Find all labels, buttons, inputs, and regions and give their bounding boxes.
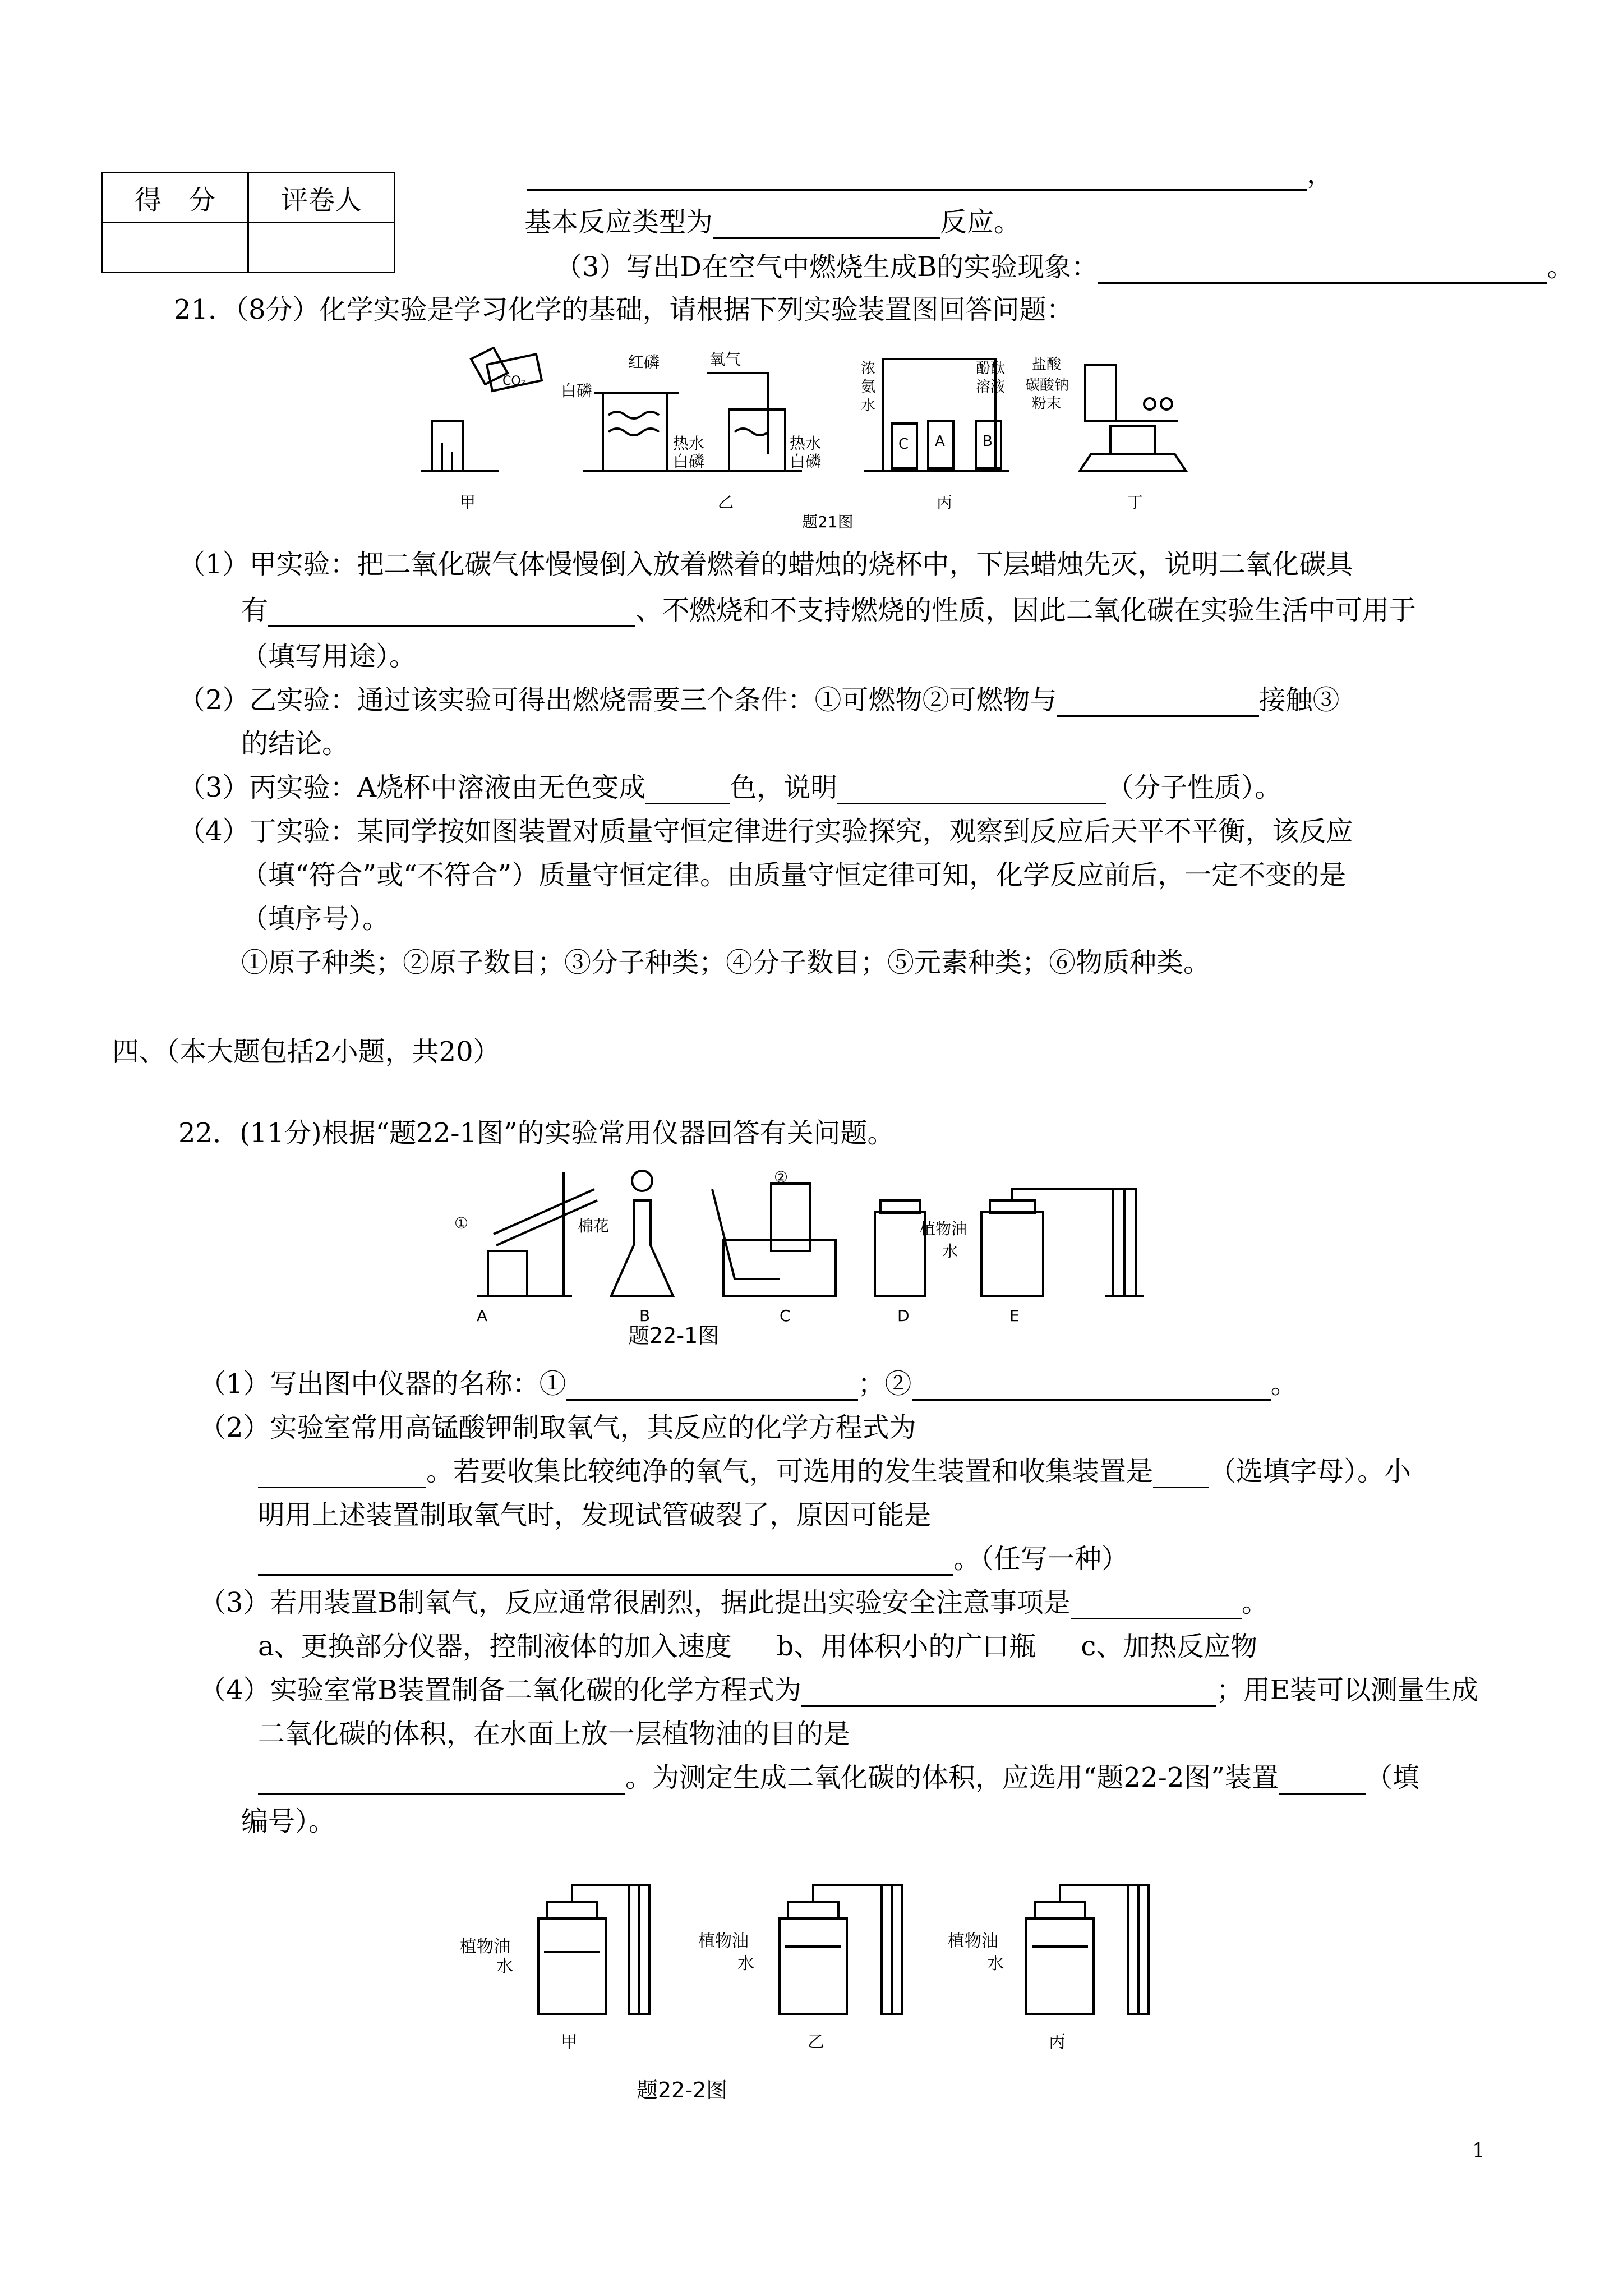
q3-text: （3）写出D在空气中燃烧生成B的实验现象： (555, 251, 1099, 283)
q21-p2-b: 的结论。 (241, 728, 349, 760)
q22-figure-1-caption: 题22-1图 (628, 1323, 720, 1348)
q22-p3-a-end: 。 (1241, 1587, 1269, 1618)
q21-p2-a-pre: （2）乙实验：通过该实验可得出燃烧需要三个条件：①可燃物②可燃物与 (178, 684, 1057, 716)
q22-p1-blank-1[interactable] (566, 1374, 858, 1401)
q21-p3 (178, 771, 1281, 804)
label-white-p-top: 白磷 (561, 381, 593, 400)
grader-cell (248, 223, 395, 273)
top-answer-line (527, 157, 1334, 191)
comma-text: ， (1307, 158, 1334, 190)
label-ding: 丁 (1127, 493, 1144, 512)
q22-title: 22．(11分)根据“题22-1图”的实验常用仪器回答有关问题。 (178, 1117, 895, 1149)
label-red-p: 红磷 (628, 353, 660, 371)
q22-figure-1 (443, 1167, 1183, 1358)
score-cell (102, 223, 248, 273)
q22-p3-a-pre: （3）若用装置B制氧气，反应通常很剧烈，据此提出实验安全注意事项是 (199, 1587, 1071, 1618)
q3-end: 。 (1547, 251, 1574, 283)
label-hot-water-1: 热水 (673, 434, 705, 453)
q22-p4-a-pre: （4）实验室常B装置制备二氧化碳的化学方程式为 (199, 1674, 801, 1706)
apparatus-c (712, 1184, 836, 1296)
q22-p2-a: （2）实验室常用高锰酸钾制取氧气，其反应的化学方程式为 (199, 1412, 916, 1443)
q22-figure-2 (449, 1868, 1178, 2059)
apparatus-ding (1080, 365, 1186, 471)
q22-option-c[interactable]: c、加热反应物 (1081, 1631, 1258, 1662)
q22-p4-c-post: 。为测定生成二氧化碳的体积，应选用“题22-2图”装置 (625, 1762, 1279, 1793)
label-yi: 乙 (718, 493, 734, 512)
q3-line (555, 250, 1574, 284)
label-2-bing: 丙 (1049, 2032, 1066, 2052)
q21-p2-a-post: 接触③ (1258, 684, 1340, 716)
q22-option-b[interactable]: b、用体积小的广口瓶 (776, 1631, 1036, 1662)
q22-p3-a (199, 1586, 1269, 1619)
apparatus-2-bing (1026, 1885, 1149, 2014)
q21-p1-b-pre: 有 (241, 595, 269, 626)
q21-p1-b-post: 、不燃烧和不支持燃烧的性质，因此二氧化碳在实验生活中可用于 (635, 595, 1417, 626)
q21-p2-a (178, 683, 1340, 717)
score-table (101, 172, 395, 273)
label-water-2: 水 (737, 1954, 754, 1973)
q22-p2-blank-1[interactable] (258, 1462, 426, 1488)
reaction-type-suffix: 反应。 (940, 206, 1021, 238)
q21-figure (415, 342, 1200, 533)
apparatus-2-jia (538, 1885, 649, 2014)
q22-p3-blank[interactable] (1071, 1593, 1242, 1619)
label-water-3: 水 (987, 1954, 1004, 1973)
q21-p1-b (241, 593, 1416, 627)
q21-p4-c: （填序号）。 (241, 903, 390, 935)
q22-p1-blank-2[interactable] (912, 1374, 1271, 1401)
q21-p3-blank-1[interactable] (645, 778, 730, 804)
q21-p1-a: （1）甲实验：把二氧化碳气体慢慢倒入放着燃着的蜡烛的烧杯中，下层蜡烛先灭，说明二氧化碳具 (178, 549, 1353, 580)
q22-p4-b: 二氧化碳的体积，在水面上放一层植物油的目的是 (258, 1718, 851, 1750)
q21-p3-blank-2[interactable] (837, 778, 1106, 804)
q22-p2-c: 明用上述装置制取氧气时，发现试管破裂了，原因可能是 (258, 1499, 932, 1531)
q22-p4-blank-3[interactable] (1279, 1768, 1366, 1795)
q21-p1-c: （填写用途）。 (241, 641, 417, 672)
label-phenol-2: 溶液 (976, 379, 1006, 395)
q22-p2-blank-2[interactable] (1153, 1462, 1209, 1488)
label-oxygen: 氧气 (709, 350, 741, 369)
q22-p1-pre: （1）写出图中仪器的名称：① (199, 1368, 566, 1400)
reaction-type-line (524, 205, 1021, 239)
label-jia: 甲 (460, 493, 476, 512)
apparatus-d (875, 1200, 925, 1296)
apparatus-b (611, 1171, 673, 1296)
label-ammonia-2: 氨 (861, 379, 876, 395)
label-bing: 丙 (937, 493, 953, 512)
q21-p4-d: ①原子种类；②原子数目；③分子种类；④分子数目；⑤元素种类；⑥物质种类。 (241, 947, 1211, 978)
q21-p4-b: （填“符合”或“不符合”）质量守恒定律。由质量守恒定律可知，化学反应前后，一定不变的是 (241, 859, 1347, 891)
label-circle-1: ① (454, 1214, 469, 1232)
label-phenol-1: 酚酞 (976, 360, 1006, 377)
label-d: D (897, 1306, 910, 1325)
apparatus-e (981, 1189, 1144, 1296)
label-circle-2: ② (774, 1168, 789, 1186)
label-2-yi: 乙 (808, 2032, 824, 2052)
q22-p1-end: 。 (1270, 1368, 1298, 1400)
q22-p2-blank-3[interactable] (258, 1549, 953, 1576)
q22-p4-c (258, 1761, 1419, 1795)
label-cotton: 棉花 (578, 1217, 610, 1235)
label-oil-3: 植物油 (948, 1931, 998, 1951)
label-ammonia-1: 浓 (861, 360, 876, 377)
q21-figure-caption: 题21图 (802, 513, 854, 531)
q21-p1-blank[interactable] (268, 601, 635, 627)
q3-blank[interactable] (1098, 257, 1547, 284)
q22-p2-d (258, 1542, 1128, 1576)
q22-p4-a-post: ；用E装可以测量生成 (1216, 1674, 1478, 1706)
q22-p4-blank-1[interactable] (801, 1681, 1216, 1707)
q22-p1-mid: ；② (857, 1368, 912, 1400)
q21-p4-a: （4）丁实验：某同学按如图装置对质量守恒定律进行实验探究，观察到反应后天平不平衡，该反应 (178, 816, 1353, 847)
q22-option-a[interactable]: a、更换部分仪器，控制液体的加入速度 (258, 1631, 732, 1662)
q22-figure-2-caption: 题22-2图 (637, 2078, 728, 2102)
reaction-type-prefix: 基本反应类型为 (524, 206, 713, 238)
apparatus-2-yi (780, 1885, 902, 2014)
grader-header: 评卷人 (248, 173, 395, 223)
q21-p3-post: （分子性质）。 (1106, 772, 1282, 803)
label-water-e: 水 (942, 1242, 958, 1260)
q22-p4-d: 编号）。 (241, 1806, 336, 1837)
q22-p2-b-post: 。若要收集比较纯净的氧气，可选用的发生装置和收集装置是 (426, 1456, 1154, 1487)
label-white-p-1: 白磷 (673, 452, 705, 471)
label-co2: CO₂ (502, 374, 526, 388)
q22-p4-c-end: （填 (1365, 1762, 1419, 1793)
label-beaker-c: C (898, 436, 909, 453)
q22-p3-options (258, 1630, 1257, 1663)
label-oil-e: 植物油 (920, 1220, 967, 1238)
q22-p2-b-end: （选填字母）。小 (1209, 1456, 1412, 1487)
q22-p2-b (258, 1455, 1411, 1488)
q22-p2-d-end: 。（任写一种） (953, 1543, 1129, 1575)
label-white-p-2: 白磷 (790, 452, 822, 471)
q21-title: 21．（8分）化学实验是学习化学的基础，请根据下列实验装置图回答问题： (174, 294, 1073, 325)
label-ammonia-3: 水 (861, 397, 876, 414)
label-oil-2: 植物油 (698, 1931, 749, 1951)
label-beaker-a: A (935, 433, 945, 450)
label-oil-1: 植物油 (460, 1937, 510, 1957)
label-a: A (477, 1306, 488, 1325)
label-hcl: 盐酸 (1032, 356, 1062, 373)
q21-p3-mid: 色，说明 (730, 772, 838, 803)
label-c: C (780, 1306, 791, 1325)
section4-title: 四、（本大题包括2小题，共20） (112, 1036, 500, 1068)
label-hot-water-2: 热水 (790, 434, 822, 453)
score-header: 得 分 (102, 173, 248, 223)
q21-p3-pre: （3）丙实验：A烧杯中溶液由无色变成 (178, 772, 646, 803)
label-beaker-b: B (983, 433, 993, 450)
label-e: E (1009, 1306, 1020, 1325)
page-number: 1 (1472, 2139, 1485, 2162)
label-b: B (639, 1306, 651, 1325)
label-na2co3-1: 碳酸钠 (1025, 377, 1069, 394)
apparatus-jia (421, 348, 542, 471)
label-na2co3-2: 粉末 (1032, 395, 1062, 412)
answer-blank[interactable] (527, 164, 1307, 191)
q22-p4-a (199, 1673, 1478, 1707)
q21-p2-blank[interactable] (1057, 691, 1259, 717)
reaction-type-blank[interactable] (713, 213, 940, 239)
label-2-jia: 甲 (561, 2032, 578, 2052)
label-water-1: 水 (496, 1957, 513, 1976)
q22-p1 (199, 1367, 1298, 1401)
q22-p4-blank-2[interactable] (258, 1768, 625, 1795)
